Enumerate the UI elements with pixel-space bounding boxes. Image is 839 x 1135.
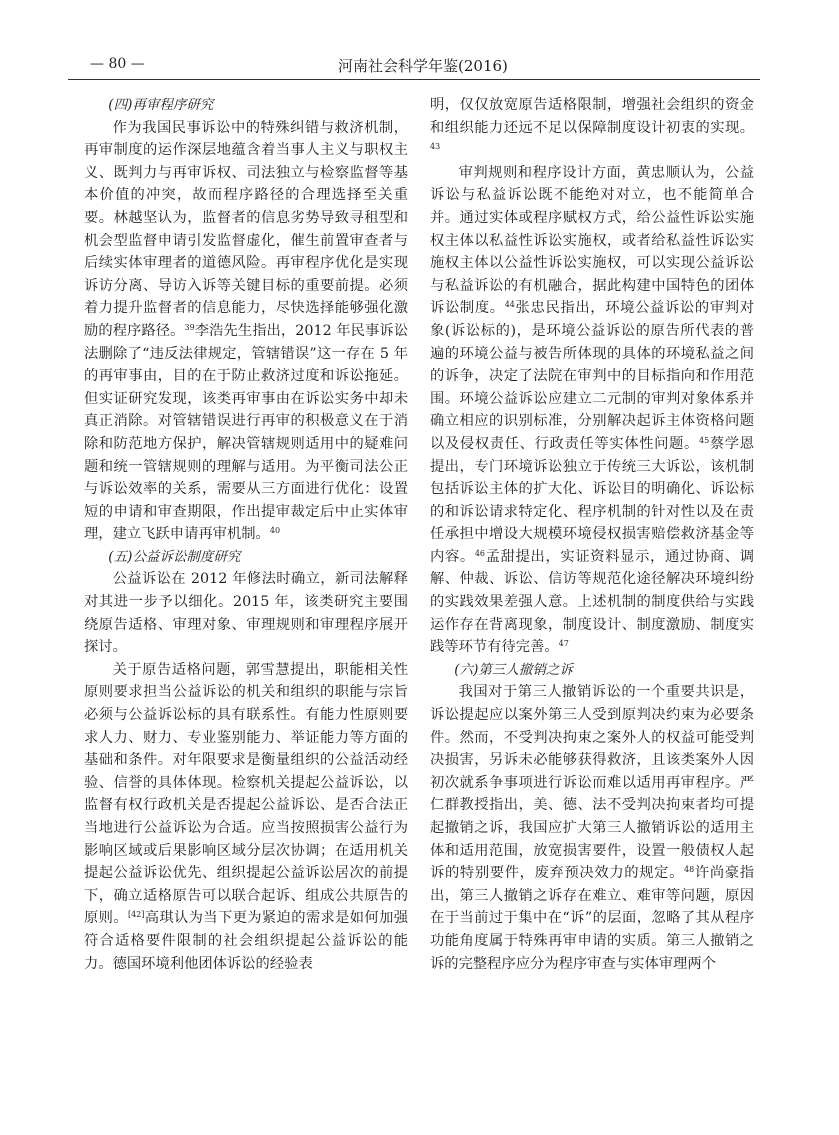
footnote-marker: [42] xyxy=(127,910,145,920)
paragraph xyxy=(84,117,408,546)
paragraph-text: 孟甜提出，实证资料显示，通过协商、调解、仲裁、诉讼、信访等规范化途径解决环境纠纷的实践效果差强人意。上述机制的制度供给与实践运作存在背离现象，制度设计、制度激励、制度实践等环节有待完善。 xyxy=(430,548,755,656)
section-heading-retrial: (四)再审程序研究 xyxy=(108,97,214,113)
paragraph-text: 高琪认为当下更为紧迫的需求是如何加强符合适格要件限制的社会组织提起公益诉讼的能力。德国环境利他团体诉讼的经验表 xyxy=(84,910,409,972)
footnote-marker: 44 xyxy=(504,300,515,310)
footnote-marker: 43 xyxy=(430,142,441,152)
journal-title: 河南社会科学年鉴(2016) xyxy=(338,57,508,75)
section-heading-public-interest: (五)公益诉讼制度研究 xyxy=(108,548,241,565)
footnote-marker: 40 xyxy=(269,526,281,536)
footnote-marker: 45 xyxy=(698,435,710,445)
section-heading-third-party: (六)第三人撤销之诉 xyxy=(454,661,573,678)
left-column xyxy=(84,94,408,975)
right-column xyxy=(430,94,754,975)
paragraph-text: 蔡学恩提出，专门环境诉讼独立于传统三大诉讼，该机制包括诉讼主体的扩大化、诉讼目的明确化、诉讼标的和诉讼请求特定化、程序机制的针对性以及在责任承担中增设大规模环境侵权损害赔偿救济基金等内容。 xyxy=(430,435,755,565)
running-header xyxy=(68,52,760,76)
paragraph xyxy=(430,681,754,975)
header-rule xyxy=(68,79,760,80)
footnote-marker: 48 xyxy=(684,865,695,875)
paragraph xyxy=(430,94,754,162)
page-number: — 80 — xyxy=(90,56,145,72)
paragraph-text: 明，仅仅放宽原告适格限制，增强社会组织的资金和组织能力还远不足以保障制度设计初衷的实现。 xyxy=(430,97,754,136)
paragraph-text: 李浩先生指出，2012 年民事诉讼法删除了“违反法律规定，管辖错误”这一存在 5 年的再审事由，目的在于防止救济过度和诉讼拖延。但实证研究发现，该类再审事由在诉讼实务中却未真正消除。对管辖错误进行再审的积极意义在于消除和防范地方保护，解决管辖规则适用中的疑难问题和统一管辖规则的理解与适用。为平衡司法公正与诉讼效率的关系，需要从三方面进行优化：设置短的申请和审查期限，作出提审裁定后中止实体审理，建立飞跃申请再审机制。 xyxy=(84,322,408,543)
paragraph-text: 作为我国民事诉讼中的特殊纠错与救济机制，再审制度的运作深层地蕴含着当事人主义与职权主义、既判力与再审诉权、司法独立与检察监督等基本价值的冲突，故而程序路径的合理选择至关重要。林越坚认为，监督者的信息劣势导致寻租型和机会型监督申请引发监督虚化，催生前置审查者与后续实体审理者的道德风险。再审程序优化是实现诉访分离、导访入诉等关键目标的重要前提。必须着力提升监督者的信息能力，尽快选择能够强化激励的程序路径。 xyxy=(84,119,408,339)
footnote-marker: 47 xyxy=(558,639,569,649)
paragraph: 公益诉讼在 2012 年修法时确立，新司法解释对其进一步予以细化。2015 年，该类研究主要围绕原告适格、审理对象、审理规则和审理程序展开探讨。 xyxy=(84,571,408,656)
paragraph xyxy=(84,659,408,975)
paragraph-text: 我国对于第三人撤销诉讼的一个重要共识是，诉讼提起应以案外第三人受到原判决约束为必要条件。然而，不受判决拘束之案外人的权益可能受判决损害，另诉未必能够获得救济，且该类案外人因初次就系争事项进行诉讼而难以适用再审程序。严仁群教授指出，美、德、法不受判决拘束者均可提起撤销之诉，我国应扩大第三人撤销诉讼的适用主体和适用范围，放宽损害要件，设置一般债权人起诉的特别要件，废弃预决效力的规定。 xyxy=(430,684,754,882)
paragraph xyxy=(430,162,754,659)
footnote-marker: 46 xyxy=(474,548,486,558)
footnote-marker: 39 xyxy=(184,322,195,332)
paragraph-text: 张忠民指出，环境公益诉讼的审判对象(诉讼标的)，是环境公益诉讼的原告所代表的普遍的环境公益与被告所体现的具体的环境私益之间的诉争，决定了法院在审判中的目标指向和作用范围。环境公益诉讼应建立二元制的审判对象体系并确立相应的识别标准，分别解决起诉主体资格问题以及侵权责任、行政责任等实体性问题。 xyxy=(430,300,754,452)
paragraph-text: 审判规则和程序设计方面，黄忠顺认为，公益诉讼与私益诉讼既不能绝对对立，也不能简单合并。通过实体或程序赋权方式，给公益性诉讼实施权主体以私益性诉讼实施权，或者给私益性诉讼实施权主体以公益性诉讼实施权，可以实现公益诉讼与私益诉讼的有机融合，据此构建中国特色的团体诉讼制度。 xyxy=(430,164,754,317)
paragraph-text: 许尚豪指出，第三人撤销之诉存在难立、难审等问题，原因在于当前过于集中在“诉”的层面，忽略了其从程序功能角度属于特殊再审申请的实质。第三人撤销之诉的完整程序应分为程序审查与实体审理两个 xyxy=(430,865,755,972)
paragraph-text: 关于原告适格问题，郭雪慧提出，职能相关性原则要求担当公益诉讼的机关和组织的职能与宗旨必须与公益诉讼标的具有联系性。有能力性原则要求人力、财力、专业鉴别能力、举证能力等方面的基础和条件。对年限要求是衡量组织的公益活动经验、信誉的具体体现。检察机关提起公益诉讼，以监督有权行政机关是否提起公益诉讼、是否合法正当地进行公益诉讼为合适。应当按照损害公益行为影响区域或后果影响区域分层次协调；在适用机关提起公益诉讼优先、组织提起公益诉讼居次的前提下，确立适格原告可以联合起诉、组成公共原告的原则。 xyxy=(84,661,408,927)
